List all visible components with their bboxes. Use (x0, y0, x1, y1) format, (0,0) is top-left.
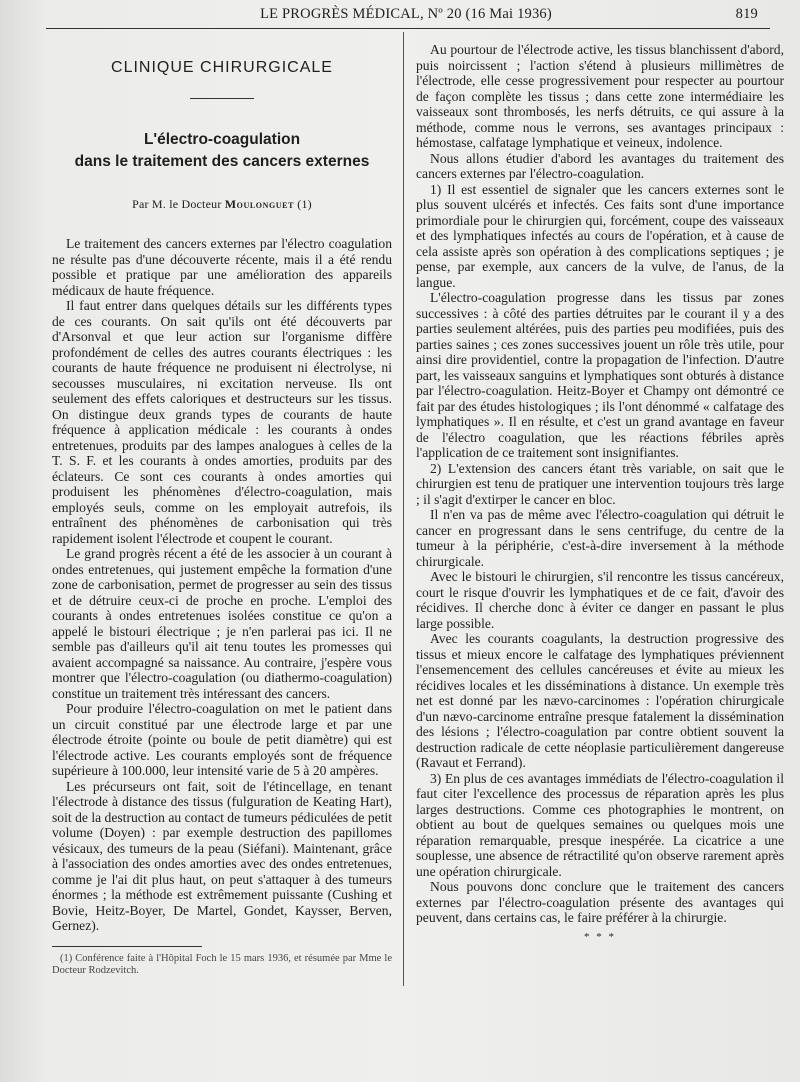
paragraph: 1) Il est essentiel de signaler que les cancers externes sont le plus souvent ulcérés et infectés. Ces faits sont d'une importance primordiale pour le chirurgien qui, forcément, coupe des vaisseaux et des lymphatiques infectés au cours de l'opération, et à cause de cela assiste après son opération à des complications septiques ; je pense, par exemple, aux cancers de la vulve, de l'anus, de la langue. (416, 181, 784, 290)
article-title-line1: L'électro-coagulation (143, 130, 301, 148)
paragraph: Le grand progrès récent a été de les associer à un courant à ondes entretenues, qui justement empêche la formation d'une zone de carbonisation, permet de progresser au sein des tissus et de détruire ceux-ci de proche en proche. L'emploi des courants à ondes entretenues isolées constitue ce qu'on a appelé le bistouri électrique ; je n'en parlerai pas ici. Il ne semble pas d'ailleurs qu'il ait tenu toutes les promesses qui avaient accompagné sa naissance. Au contraire, j'espère vous montrer que l'électro-coagulation (ou diathermo-coagulation) constitue un traitement très intéressant des cancers. (52, 546, 392, 701)
footnote-ref: (1) (297, 196, 312, 211)
paragraph: Avec le bistouri le chirurgien, s'il rencontre les tissus cancéreux, court le risque d'ouvrir les lymphatiques et de ce fait, d'avoir des récidives. Il cherche donc à éviter ce danger en passant le plus large possible. (416, 569, 784, 631)
article-title-line2: dans le traitement des cancers externes (74, 152, 370, 170)
right-column (416, 42, 784, 945)
running-title: LE PROGRÈS MÉDICAL, Nº 20 (16 Mai 1936) (260, 6, 552, 22)
paragraph: 3) En plus de ces avantages immédiats de l'électro-coagulation il faut citer l'excellence des processus de réparation après les plus larges destructions. Comme ces photographies le montrent, on obtient au bout de quelques semaines ou quelques mois une réparation remarquable, presque inespérée. La cicatrice a une souplesse, une absence de rétractilité qu'on observe rarement après une opération chirurgicale. (416, 770, 784, 879)
byline-prefix: Par M. le Docteur (132, 196, 222, 211)
byline (52, 197, 392, 213)
header-rule (46, 28, 770, 29)
paragraph: Il faut entrer dans quelques détails sur les différents types de ces courants. On sait qu'ils ont été découverts par d'Arsonval et que leur action sur l'organisme diffère profondément de celles des autres courants électriques : les courants de haute fréquence ne produisent ni électrolyse, ni secousses musculaires, ni excitation nerveuse. Ils ont seulement des effets caloriques et destructeurs sur les tissus. On distingue deux grands types de courants de haute fréquence à application médicale : les courants à ondes entretenues, produits par des lampes analogues à celles de la T. S. F. et les courants à ondes amorties, produits par des éclateurs. Ce sont ces courants à ondes amorties qui produisent les phénomènes d'électro-coagulation, mais employés seuls, comme on les employait autrefois, ils entraînent des phénomènes de carbonisation qui très rapidement isolent l'électrode et coupent le courant. (52, 298, 392, 546)
paragraph: Avec les courants coagulants, la destruction progressive des tissus et mieux encore le calfatage des lymphatiques préviennent l'ensemencement des cellules cancéreuses et évite au mieux les récidives locales et les disséminations à distance. Un exemple très net est donné par les nævo-carcinomes : l'opération chirurgicale d'un nævo-carcinome entraîne presque fatalement la dissémination des lésions ; l'électro-coagulation par contre obtient souvent la destruction radicale de cette néoplasie particulièrement dangereuse (Ravaut et Ferrand). (416, 631, 784, 770)
paragraph: 2) L'extension des cancers étant très variable, on sait que le chirurgien est tenu de pratiquer une intervention toujours très large ; il s'agit d'extirper le cancer en bloc. (416, 460, 784, 507)
section-rule (190, 98, 254, 99)
footnote-rule (52, 946, 202, 947)
paragraph: Les précurseurs ont fait, soit de l'étincellage, en tenant l'électrode à distance des tissus (fulguration de Keating Hart), soit de la destruction au contact de tumeurs pédiculées de petit volume (Doyen) : par exemple destruction des papillomes vésicaux, des tumeurs de la peau (Siéfani). Maintenant, grâce à l'association des ondes amorties avec des ondes entretenues, comme je l'ai dit plus haut, on peut s'attaquer à des tumeurs énormes ; la méthode est extrêmement puissante (Cushing et Bovie, Heitz-Boyer, De Martel, Gondet, Kaysser, Berven, Gernez). (52, 778, 392, 933)
end-ornament: * * * (584, 930, 616, 943)
column-divider (403, 32, 404, 986)
paragraph: Pour produire l'électro-coagulation on met le patient dans un circuit constitué par une électrode large et par une électrode étroite (pointe ou boule de petit diamètre) qui est l'électrode active. Les courants employés sont de fréquence supérieure à 100.000, leur intensité varie de 5 à 20 ampères. (52, 701, 392, 778)
paragraph: Au pourtour de l'électrode active, les tissus blanchissent d'abord, puis noircissent ; l'action s'étend à plusieurs millimètres de l'électrode, elle cesse progressivement pour respecter au pourtour de façon complète les tissus ; dans cette zone intermédiaire les vaisseaux sont thrombosés, les nerfs détruits, ce qui assure à la méthode, comme nous le verrons, ses avantages principaux : hémostase, calfatage lymphatique et veineux, indolence. (416, 42, 784, 150)
left-body (52, 236, 392, 934)
page-number: 819 (735, 6, 758, 22)
paragraph: Nous pouvons donc conclure que le traitement des cancers externes par l'électro-coagulation présente des avantages qui peuvent, dans certains cas, le faire préférer à la chirurgie. (416, 879, 784, 925)
footnote: (1) Conférence faite à l'Hôpital Foch le 15 mars 1936, et résumée par Mme le Docteur Rodzevitch. (52, 952, 392, 976)
paragraph: Le traitement des cancers externes par l'électro coagulation ne résulte pas d'une découverte récente, mais il a été rendu possible et pratique par une amélioration des appareils médicaux de haute fréquence. (52, 236, 392, 298)
left-column (52, 38, 392, 977)
article-title (52, 129, 392, 173)
author-name: Moulonguet (224, 196, 295, 211)
section-title: CLINIQUE CHIRURGICALE (111, 59, 333, 76)
paragraph: Nous allons étudier d'abord les avantages du traitement des cancers externes par l'électro-coagulation. (416, 150, 784, 181)
paragraph: L'électro-coagulation progresse dans les tissus par zones successives : à côté des parties détruites par le courant il y a des parties seulement altérées, puis des parties peu modifiées, puis des parties saines ; ces zones successives jouent un rôle très utile, pour ainsi dire providentiel, contre la propagation de l'infection. D'autre part, les vaisseaux sanguins et lymphatiques sont obturés à distance par l'électro-coagulation. Heitz-Boyer et Champy ont démontré ce fait par des études histologiques ; ils l'ont dénommé « calfatage des lymphatiques ». Il en résulte, et c'est un grand avantage en faveur de l'électro coagulation, que les réactions fébriles après l'application de ce traitement sont insignifiantes. (416, 290, 784, 460)
running-header (48, 6, 764, 26)
paragraph: Il n'en va pas de même avec l'électro-coagulation qui détruit le cancer en progressant dans le sens centrifuge, du centre de la tumeur à la périphérie, c'est-à-dire inversement à la méthode chirurgicale. (416, 507, 784, 569)
